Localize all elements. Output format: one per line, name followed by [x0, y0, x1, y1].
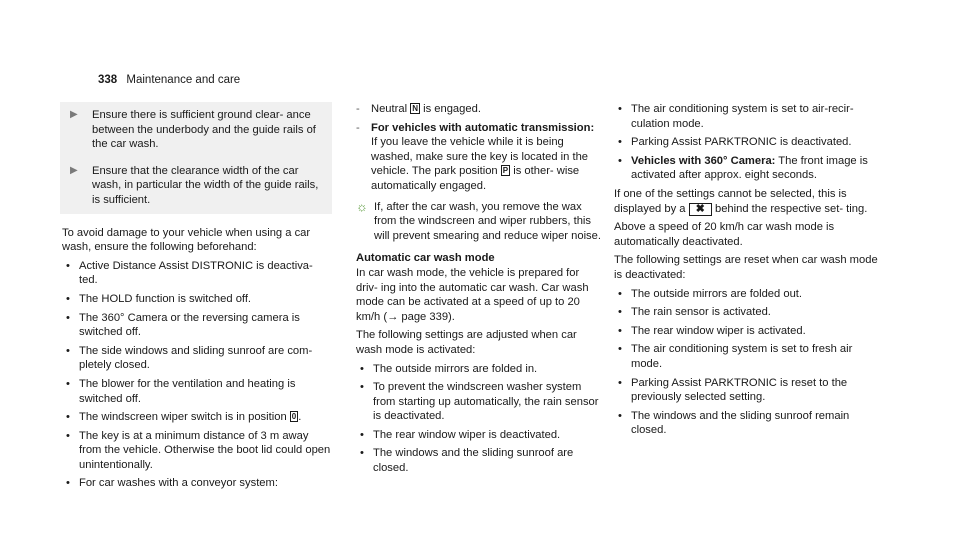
- list-item: [356, 380, 601, 424]
- dash-text: Neutral: [371, 103, 408, 115]
- list-item-text: For car washes with a conveyor system:: [79, 477, 278, 490]
- list-item-text: The outside mirrors are folded out.: [631, 287, 803, 300]
- dash-text: If you leave the vehicle while it is being washed, make sure the key is located in the vehicle. The park position: [371, 136, 589, 178]
- tip-lightbulb-icon: ☼: [356, 198, 368, 214]
- bullet-icon: •: [618, 154, 622, 167]
- list-item-text: The 360° Camera or the reversing camera is switched off.: [79, 311, 300, 339]
- bullet-icon: •: [360, 447, 364, 460]
- dash-list: [356, 102, 601, 194]
- dash-text: is engaged.: [423, 103, 481, 115]
- bullet-icon: •: [66, 477, 70, 490]
- bullet-icon: •: [618, 409, 622, 422]
- list-item-heading: Vehicles with 360° Camera:: [631, 154, 776, 167]
- list-item: [614, 342, 884, 371]
- bullet-icon: •: [618, 287, 622, 300]
- note-text: Ensure there is sufficient ground clear- ance between the underbody and the guide rails of the car wash.: [92, 109, 316, 151]
- dash-icon: -: [356, 103, 360, 115]
- section-title: Maintenance and care: [126, 74, 241, 86]
- dash-item: [356, 121, 601, 194]
- note-text: Ensure that the clearance width of the car wash, in particular the width of the guide rails, is sufficient.: [92, 164, 319, 206]
- column-1: [62, 102, 332, 495]
- bullet-list: [356, 362, 601, 476]
- list-item-text: Active Distance Assist DISTRONIC is deactiva- ted.: [79, 259, 313, 287]
- list-item-text: The blower for the ventilation and heating is switched off.: [79, 377, 296, 405]
- list-item-text: Parking Assist PARKTRONIC is deactivated.: [631, 136, 852, 149]
- list-item: • The windscreen wiper switch is in position 0 .: [62, 410, 332, 425]
- list-item-text: The rear window wiper is activated.: [631, 324, 806, 337]
- paragraph: The following settings are reset when car wash mode is deactivated:: [614, 254, 878, 281]
- list-item: [614, 135, 884, 150]
- list-item: [62, 377, 332, 406]
- bullet-icon: •: [618, 324, 622, 337]
- bullet-icon: •: [66, 429, 70, 442]
- list-item-text: The side windows and sliding sunroof are com- pletely closed.: [79, 344, 313, 372]
- tip-text: If, after the car wash, you remove the wax from the windscreen and wiper rubbers, this will prevent smearing and reduce wiper noise.: [374, 200, 601, 242]
- wiper-position-symbol: 0: [291, 412, 297, 422]
- list-item: [614, 287, 884, 302]
- list-item: [62, 476, 332, 491]
- bullet-list: [614, 102, 884, 183]
- paragraph-text: behind the respective set- ting.: [714, 202, 868, 215]
- cross-icon: ✖: [689, 203, 712, 216]
- bullet-icon: •: [66, 259, 70, 272]
- bullet-icon: •: [360, 381, 364, 394]
- dash-text: is other- wise automatically engaged.: [371, 165, 580, 192]
- list-item: [614, 409, 884, 438]
- note-box: [60, 102, 332, 214]
- page-number: 338: [98, 74, 118, 86]
- dash-icon: -: [356, 121, 360, 134]
- paragraph-text: If one of the settings cannot be selected, this is displayed by a: [614, 187, 847, 215]
- column-2: [356, 102, 601, 480]
- list-item-text: The windscreen wiper switch is in position: [79, 411, 287, 424]
- list-item-text: The air conditioning system is set to fresh air mode.: [631, 343, 853, 370]
- bullet-icon: •: [66, 377, 70, 390]
- list-item-text: The HOLD function is switched off.: [79, 292, 252, 305]
- gear-neutral-symbol: N: [412, 104, 418, 113]
- list-item: [62, 292, 332, 307]
- bullet-icon: •: [618, 306, 622, 319]
- list-item: [356, 362, 601, 377]
- bullet-list: [614, 287, 884, 438]
- note-item: [66, 164, 324, 208]
- intro-paragraph: To avoid damage to your vehicle when using a car wash, ensure the following beforehand:: [62, 226, 311, 254]
- section-heading: Automatic car wash mode: [356, 252, 495, 265]
- gear-park-symbol: P: [502, 166, 509, 176]
- paragraph: The following settings are adjusted when car wash mode is activated:: [356, 329, 577, 356]
- list-item-text: The rear window wiper is deactivated.: [373, 428, 561, 441]
- list-item: [614, 154, 884, 183]
- list-item: [356, 446, 601, 475]
- list-item: [614, 102, 884, 131]
- bullet-icon: •: [618, 103, 622, 115]
- list-item: [62, 344, 332, 373]
- triangle-right-icon: ▶: [70, 109, 78, 120]
- list-item-text: The key is at a minimum distance of 3 m away from the vehicle. Otherwise the boot lid could open unintentionally.: [79, 429, 331, 471]
- bullet-list: [62, 259, 332, 491]
- list-item-text: The windows and the sliding sunroof are closed.: [373, 447, 574, 475]
- dash-item: [356, 102, 601, 117]
- bullet-icon: •: [618, 376, 622, 389]
- paragraph: In car wash mode, the vehicle is prepared for driv- ing into the automatic car wash. Car wash mode can be activated at a speed of up to 20 km/h (→ page 339).: [356, 266, 589, 323]
- list-item-text: The outside mirrors are folded in.: [373, 362, 538, 375]
- bullet-icon: •: [360, 362, 364, 375]
- list-item: [356, 428, 601, 443]
- bullet-icon: •: [360, 428, 364, 441]
- bullet-icon: •: [618, 136, 622, 149]
- list-item-text: The air conditioning system is set to air-recir- culation mode.: [631, 103, 854, 130]
- triangle-right-icon: ▶: [70, 164, 78, 176]
- list-item-text: The windows and the sliding sunroof remain closed.: [631, 409, 850, 437]
- bullet-icon: •: [66, 411, 70, 424]
- bullet-icon: •: [66, 292, 70, 305]
- bullet-icon: •: [66, 311, 70, 324]
- column-3: [614, 102, 884, 442]
- list-item: [62, 429, 332, 473]
- bullet-icon: •: [618, 343, 622, 356]
- dash-heading: For vehicles with automatic transmission:: [371, 121, 595, 134]
- list-item: [614, 324, 884, 339]
- list-item-text: The front image is activated after approx. eight seconds.: [631, 154, 868, 182]
- note-item: [66, 108, 324, 152]
- list-item: [614, 305, 884, 320]
- list-item-text: Parking Assist PARKTRONIC is reset to the previously selected setting.: [631, 376, 848, 404]
- page-header: [98, 74, 240, 86]
- list-item: [614, 376, 884, 405]
- paragraph: Above a speed of 20 km/h car wash mode is automatically deactivated.: [614, 221, 835, 248]
- tip-note: [356, 200, 601, 244]
- list-item-text: The rain sensor is activated.: [631, 306, 771, 319]
- paragraph: [614, 187, 884, 216]
- list-item-text: To prevent the windscreen washer system from starting up automatically, the rain sensor is deactivated.: [373, 381, 599, 423]
- bullet-icon: •: [66, 344, 70, 357]
- list-item: [62, 311, 332, 340]
- list-item: [62, 259, 332, 288]
